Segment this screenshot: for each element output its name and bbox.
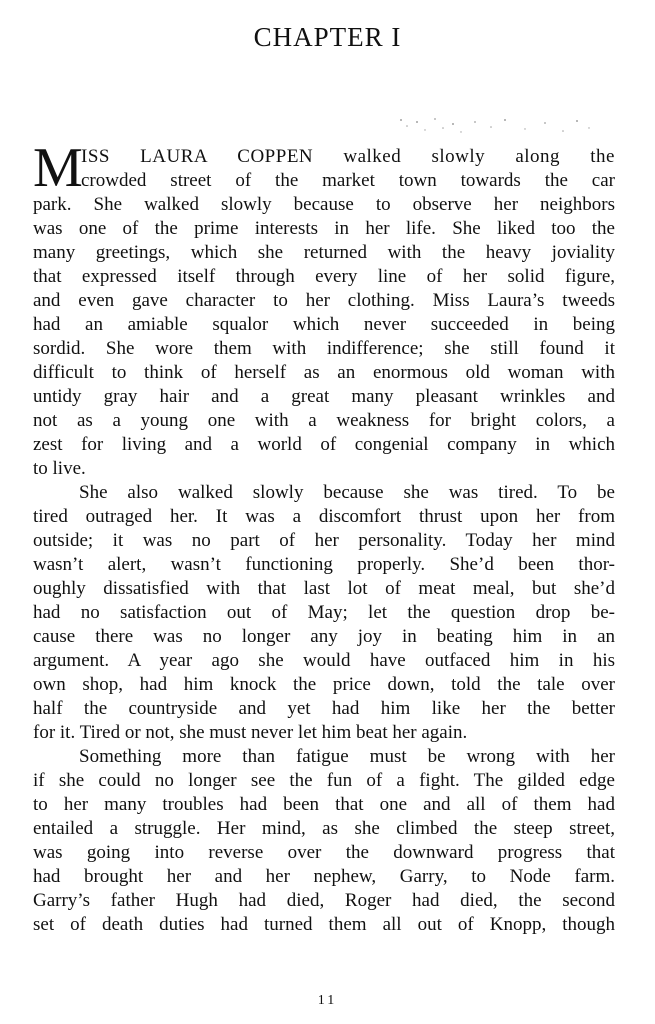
text-line: for it. Tired or not, she must never let him beat her again. (33, 722, 468, 743)
text-line: tired outraged her. It was a discomfort thrust upon her from (33, 506, 615, 527)
text-line: many greetings, which she returned with the heavy joviality (33, 242, 615, 263)
text-line: oughly dissatisfied with that last lot of meat meal, but she’d (33, 578, 615, 599)
page-number: 11 (317, 993, 338, 1008)
text-line: sordid. She wore them with indifference; she still found it (33, 338, 615, 359)
text-line: ISS LAURA COPPEN walked slowly along the (81, 146, 615, 167)
text-line: wasn’t alert, wasn’t functioning properly. She’d been thor- (33, 554, 615, 575)
text-line: not as a young one with a weakness for bright colors, a (33, 410, 615, 431)
text-line: half the countryside and yet had him like her the better (33, 698, 615, 719)
text-line: outside; it was no part of her personality. Today her mind (33, 530, 615, 551)
body-text (33, 145, 615, 937)
text-line: was going into reverse over the downward progress that (33, 842, 615, 863)
text-line: to her many troubles had been that one and all of them had (33, 794, 615, 815)
text-line: untidy gray hair and a great many pleasant wrinkles and (33, 386, 615, 407)
text-line: park. She walked slowly because to observe her neighbors (33, 194, 615, 215)
text-line: She also walked slowly because she was tired. To be (79, 482, 615, 503)
text-line: difficult to think of herself as an enormous old woman with (33, 362, 615, 383)
text-line: was one of the prime interests in her life. She liked too the (33, 218, 615, 239)
text-line: had no satisfaction out of May; let the question drop be- (33, 602, 615, 623)
text-line: zest for living and a world of congenial company in which (33, 434, 615, 455)
text-line: argument. A year ago she would have outfaced him in his (33, 650, 615, 671)
text-line: own shop, had him knock the price down, told the tale over (33, 674, 615, 695)
text-line: entailed a struggle. Her mind, as she climbed the steep street, (33, 818, 615, 839)
text-line: had an amiable squalor which never succeeded in being (33, 314, 615, 335)
text-line: crowded street of the market town towards the car (81, 170, 615, 191)
chapter-title: CHAPTER I (253, 22, 402, 52)
text-line: and even gave character to her clothing. Miss Laura’s tweeds (33, 290, 615, 311)
text-line: had brought her and her nephew, Garry, to Node farm. (33, 866, 615, 887)
drop-cap-initial: M (33, 137, 83, 199)
text-line: Something more than fatigue must be wrong with her (79, 746, 615, 767)
text-line: set of death duties had turned them all out of Knopp, though (33, 914, 615, 935)
text-line: if she could no longer see the fun of a fight. The gilded edge (33, 770, 615, 791)
text-line: cause there was no longer any joy in beating him in an (33, 626, 615, 647)
print-speckle-decoration (395, 116, 595, 140)
text-line: Garry’s father Hugh had died, Roger had died, the second (33, 890, 615, 911)
text-line: that expressed itself through every line of her solid figure, (33, 266, 615, 287)
text-line: to live. (33, 458, 86, 479)
